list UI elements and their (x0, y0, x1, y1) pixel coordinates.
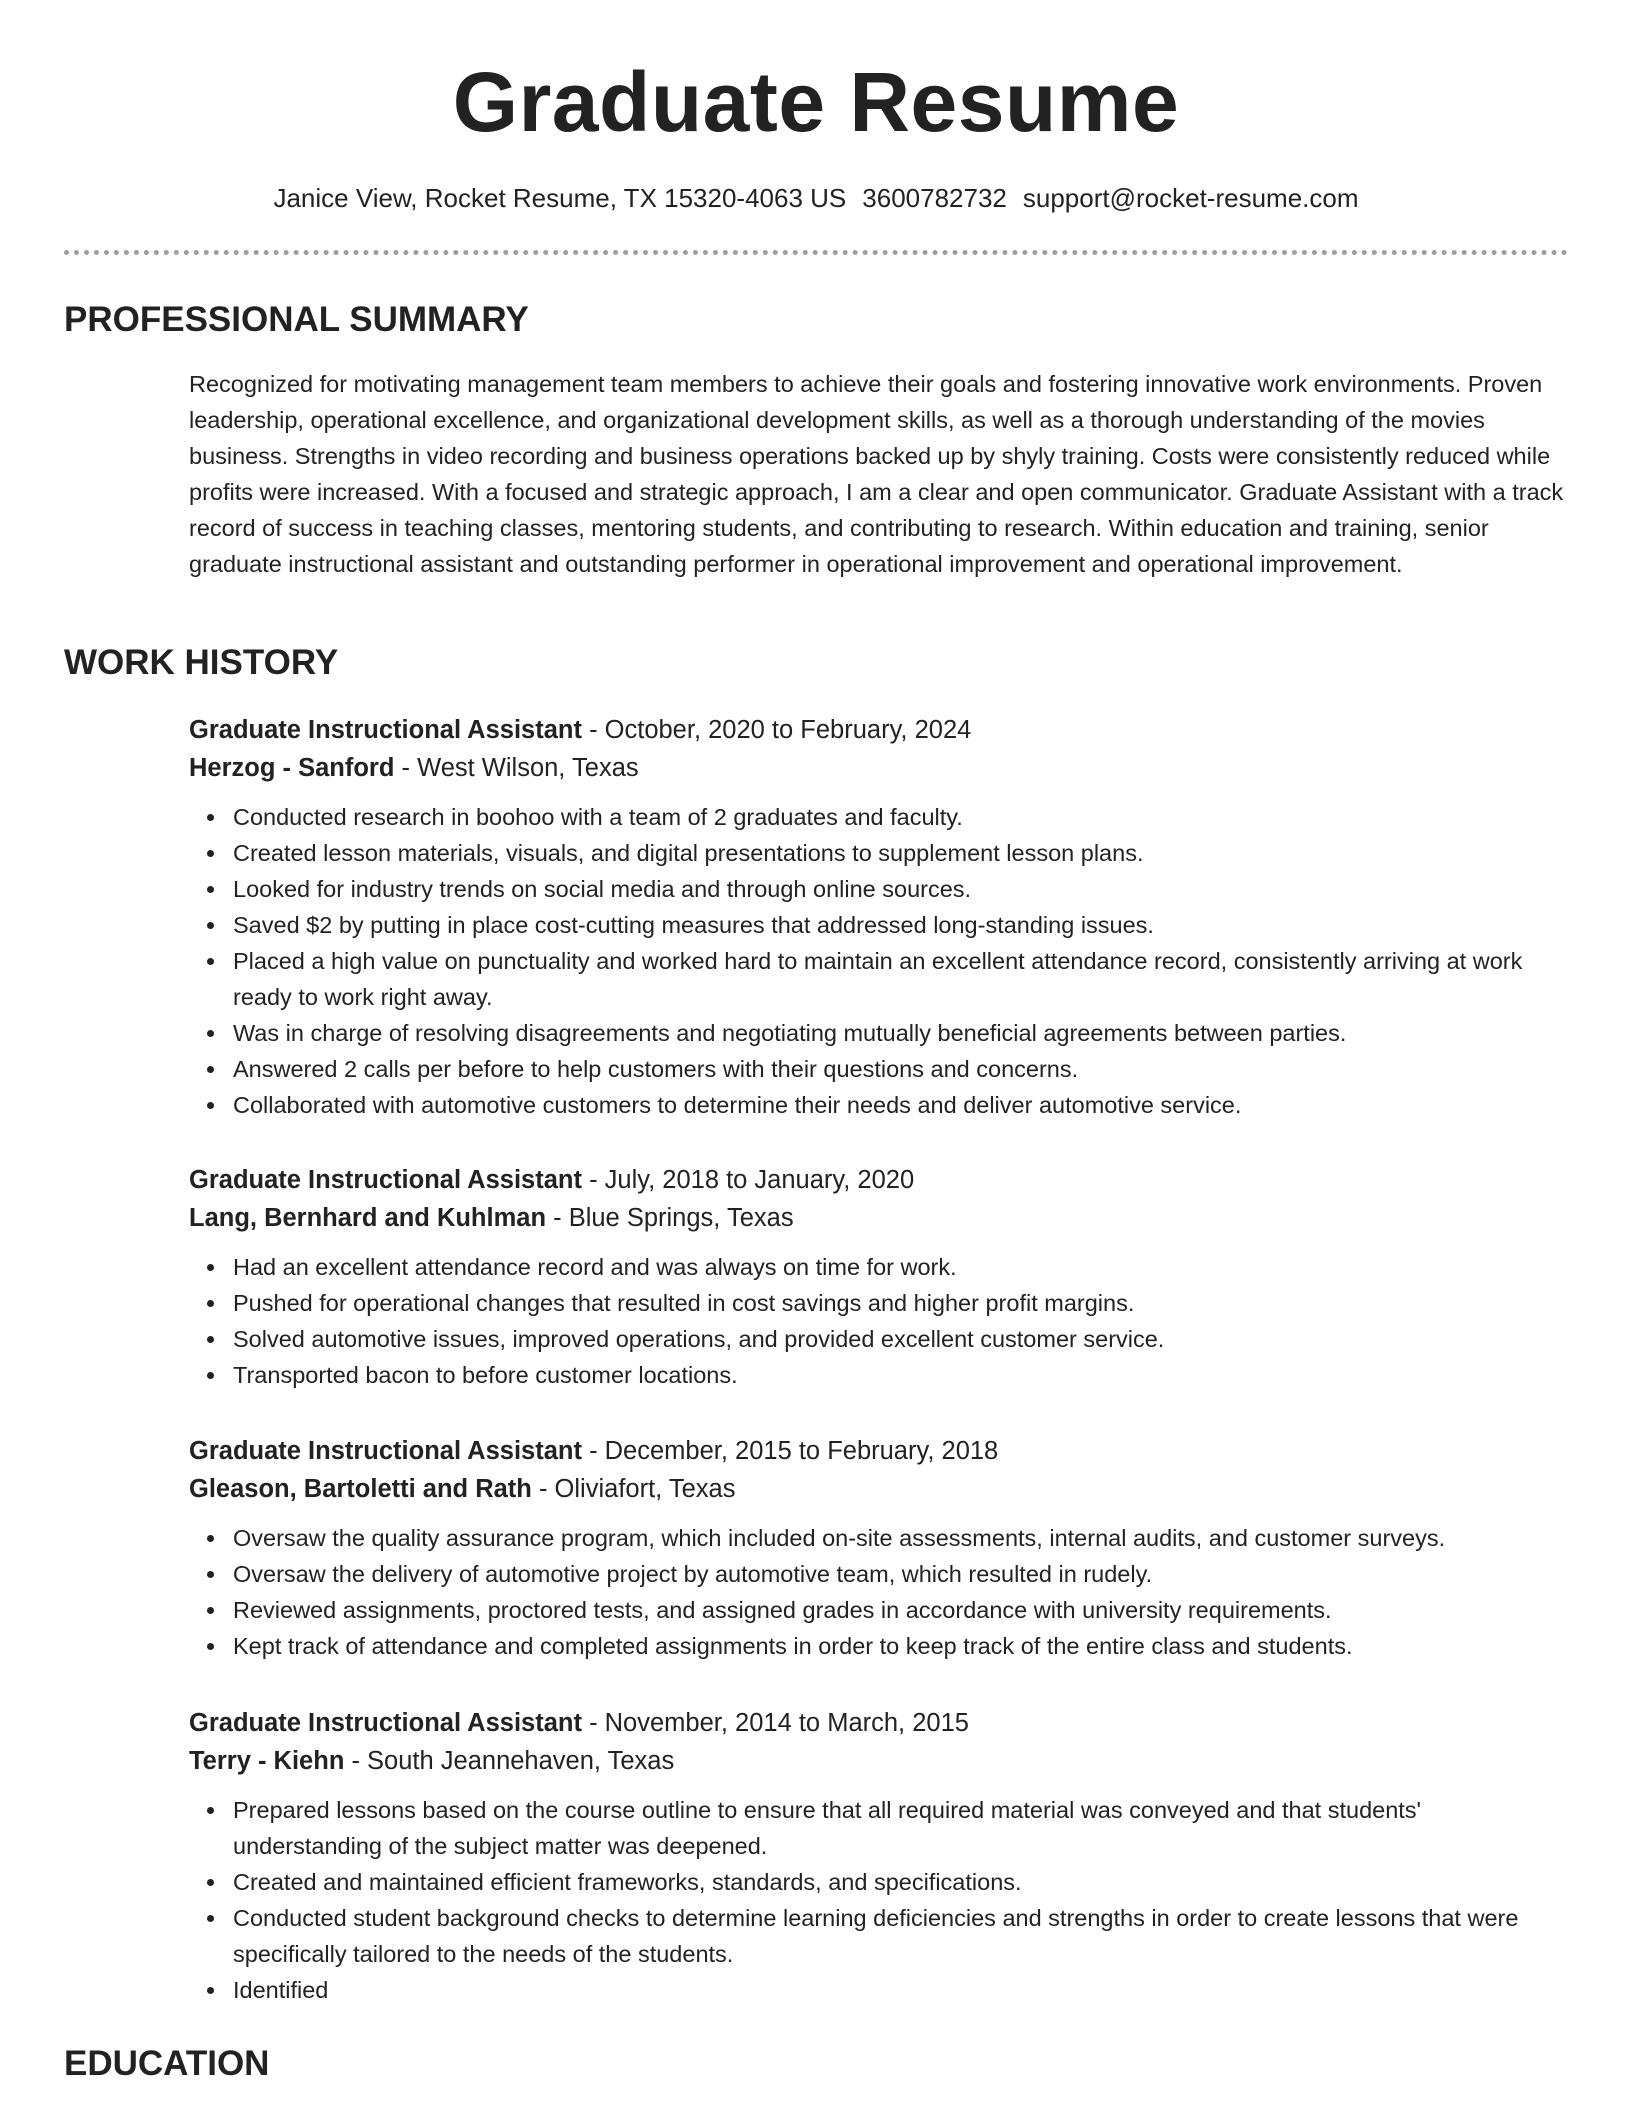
job-bullet-list (189, 1792, 1569, 2008)
job-dates: - December, 2015 to February, 2018 (581, 1437, 999, 1465)
job-bullet: Looked for industry trends on social media and through online sources. (233, 871, 1569, 907)
job-company-line (189, 1199, 1569, 1237)
job-entry (189, 1704, 1569, 2008)
job-location: - West Wilson, Texas (394, 754, 639, 782)
job-bullet: Conducted research in boohoo with a team of 2 graduates and faculty. (233, 799, 1569, 835)
job-entry (189, 711, 1569, 1123)
summary-text: Recognized for motivating management team members to achieve their goals and fostering innovative work environments. Proven leadership, operational excellence, and organizational development skills, as well as a thorough understanding of the movies business. Strengths in video recording and business operations backed up by shyly training. Costs were consistently reduced while profits were increased. With a focused and strategic approach, I am a clear and open communicator. Graduate Assistant with a track record of success in teaching classes, mentoring students, and contributing to research. Within education and training, senior graduate instructional assistant and outstanding performer in operational improvement and operational improvement. (189, 371, 1564, 577)
job-bullet-list (189, 1249, 1569, 1393)
job-bullet: Pushed for operational changes that resulted in cost savings and higher profit margins. (233, 1285, 1569, 1321)
job-entry (189, 1161, 1569, 1393)
job-title: Graduate Instructional Assistant (189, 1709, 582, 1737)
job-bullet-list (189, 799, 1569, 1123)
job-title: Graduate Instructional Assistant (189, 716, 582, 744)
header-divider (64, 250, 1568, 255)
contact-address: Janice View, Rocket Resume, TX 15320-4063 US (273, 183, 847, 213)
job-company-line (189, 1470, 1569, 1508)
job-bullet: Solved automotive issues, improved operations, and provided excellent customer service. (233, 1321, 1569, 1357)
job-bullet: Prepared lessons based on the course outline to ensure that all required material was conveyed and that students' understanding of the subject matter was deepened. (233, 1792, 1569, 1864)
job-bullet: Oversaw the delivery of automotive project by automotive team, which resulted in rudely. (233, 1556, 1569, 1592)
job-company-line (189, 749, 1569, 787)
job-location: - Blue Springs, Texas (546, 1204, 794, 1232)
job-bullet: Was in charge of resolving disagreements and negotiating mutually beneficial agreements between parties. (233, 1015, 1569, 1051)
job-title: Graduate Instructional Assistant (189, 1437, 582, 1465)
job-bullet: Created lesson materials, visuals, and digital presentations to supplement lesson plans. (233, 835, 1569, 871)
job-bullet: Answered 2 calls per before to help customers with their questions and concerns. (233, 1051, 1569, 1087)
job-title: Graduate Instructional Assistant (189, 1166, 582, 1194)
job-bullet: Placed a high value on punctuality and worked hard to maintain an excellent attendance record, consistently arriving at work ready to work right away. (233, 943, 1569, 1015)
contact-line (0, 180, 1632, 216)
job-company: Herzog - Sanford (189, 754, 395, 782)
resume-title: Graduate Resume (452, 55, 1180, 149)
job-title-line (189, 711, 1569, 749)
job-location: - South Jeannehaven, Texas (344, 1747, 675, 1775)
job-bullet: Kept track of attendance and completed assignments in order to keep track of the entire class and students. (233, 1628, 1569, 1664)
job-bullet: Created and maintained efficient frameworks, standards, and specifications. (233, 1864, 1569, 1900)
job-company: Terry - Kiehn (189, 1747, 345, 1775)
section-title-summary: PROFESSIONAL SUMMARY (64, 300, 529, 339)
section-title-work-history: WORK HISTORY (64, 643, 339, 682)
job-title-line (189, 1704, 1569, 1742)
job-entry (189, 1432, 1569, 1664)
job-company: Gleason, Bartoletti and Rath (189, 1475, 532, 1503)
job-bullet: Reviewed assignments, proctored tests, and assigned grades in accordance with university requirements. (233, 1592, 1569, 1628)
section-title-education: EDUCATION (64, 2044, 270, 2083)
job-title-line (189, 1432, 1569, 1470)
job-bullet: Saved $2 by putting in place cost-cutting measures that addressed long-standing issues. (233, 907, 1569, 943)
job-dates: - July, 2018 to January, 2020 (581, 1166, 915, 1194)
job-dates: - October, 2020 to February, 2024 (581, 716, 972, 744)
job-company-line (189, 1742, 1569, 1780)
job-bullet: Had an excellent attendance record and was always on time for work. (233, 1249, 1569, 1285)
job-bullet: Collaborated with automotive customers to determine their needs and deliver automotive service. (233, 1087, 1569, 1123)
job-location: - Oliviafort, Texas (531, 1475, 736, 1503)
job-bullet: Oversaw the quality assurance program, which included on-site assessments, internal audits, and customer surveys. (233, 1520, 1569, 1556)
contact-email[interactable]: support@rocket-resume.com (1022, 183, 1359, 213)
job-title-line (189, 1161, 1569, 1199)
job-bullet: Transported bacon to before customer locations. (233, 1357, 1569, 1393)
job-dates: - November, 2014 to March, 2015 (581, 1709, 969, 1737)
job-bullet-list (189, 1520, 1569, 1664)
contact-phone: 3600782732 (862, 183, 1007, 213)
job-bullet: Identified (233, 1972, 1569, 2008)
job-company: Lang, Bernhard and Kuhlman (189, 1204, 547, 1232)
job-bullet: Conducted student background checks to determine learning deficiencies and strengths in order to create lessons that were specifically tailored to the needs of the students. (233, 1900, 1569, 1972)
